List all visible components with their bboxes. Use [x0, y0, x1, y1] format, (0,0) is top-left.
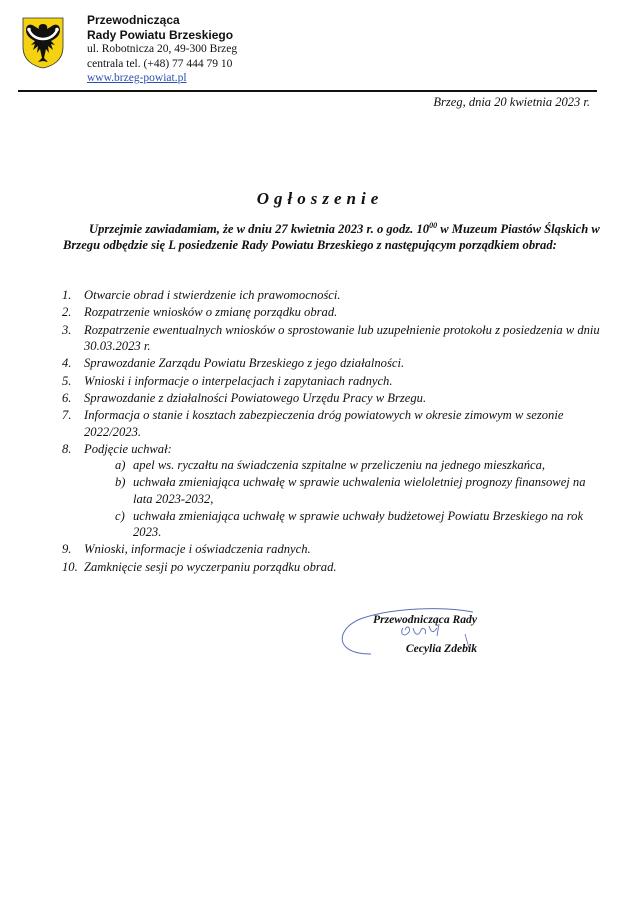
agenda-subitem-letter: b)	[115, 475, 126, 490]
agenda-item-text: Informacja o stanie i kosztach zabezpieczenia dróg powiatowych w okresie zimowym w sezonie 2022/2023.	[84, 408, 564, 439]
signature-name: Cecylia Zdebik	[405, 642, 477, 655]
agenda-item	[62, 304, 607, 320]
signature-role: Przewodnicząca Rady	[372, 613, 477, 626]
org-title-line2: Rady Powiatu Brzeskiego	[87, 27, 234, 42]
phone: centrala tel. (+48) 77 444 79 10	[87, 57, 233, 70]
agenda-item-number: 6.	[62, 391, 72, 406]
agenda-item-number: 8.	[62, 441, 72, 456]
agenda-item-number: 1.	[62, 288, 72, 302]
agenda-item-text: Podjęcie uchwał:	[84, 441, 172, 456]
agenda-item	[62, 541, 607, 557]
website-link[interactable]: www.brzeg-powiat.pl	[87, 72, 187, 84]
agenda-item-text: Rozpatrzenie wniosków o zmianę porządku obrad.	[84, 305, 338, 320]
agenda-item-number: 10.	[62, 559, 78, 574]
document-title: Ogłoszenie	[256, 189, 384, 208]
agenda-item-number: 7.	[62, 408, 72, 423]
agenda-item	[62, 390, 607, 406]
agenda-item-text: Wnioski i informacje o interpelacjach i zapytaniach radnych.	[84, 373, 393, 388]
agenda-subitem	[115, 457, 607, 473]
agenda-item-number: 9.	[62, 542, 72, 557]
agenda-item	[62, 322, 607, 354]
eagle-coat-of-arms-icon	[22, 17, 64, 69]
agenda-item-text: Otwarcie obrad i stwierdzenie ich prawomocności.	[84, 288, 341, 302]
agenda-subitem-letter: a)	[115, 458, 126, 473]
header-divider	[18, 90, 597, 92]
agenda-item	[62, 559, 607, 575]
agenda-list	[62, 287, 607, 576]
address: ul. Robotnicza 20, 49-300 Brzeg	[87, 43, 238, 55]
agenda-item	[62, 407, 607, 439]
agenda-sublist	[84, 457, 607, 540]
agenda-subitem-letter: c)	[115, 508, 125, 523]
agenda-item	[62, 287, 607, 303]
agenda-subitem	[115, 474, 607, 506]
intro-paragraph	[63, 222, 603, 253]
agenda-item	[62, 355, 607, 371]
agenda-item-text: Rozpatrzenie ewentualnych wniosków o sprostowanie lub uzupełnienie protokołu z posiedzenia w dniu 30.03.2023 r.	[84, 322, 600, 353]
agenda-item	[62, 441, 607, 540]
agenda-item-text: Wnioski, informacje i oświadczenia radnych.	[84, 542, 311, 557]
agenda-item-number: 5.	[62, 373, 72, 388]
agenda-item-number: 2.	[62, 305, 72, 320]
agenda-item-number: 3.	[62, 322, 72, 337]
agenda-item-text: Zamknięcie sesji po wyczerpaniu porządku obrad.	[84, 559, 337, 574]
agenda-subitem-text: apel ws. ryczałtu na świadczenia szpitalne w przeliczeniu na jednego mieszkańca,	[133, 458, 546, 473]
agenda-item-number: 4.	[62, 356, 72, 371]
agenda-item-text: Sprawozdanie Zarządu Powiatu Brzeskiego z jego działalności.	[84, 356, 405, 371]
agenda-subitem-text: uchwała zmieniająca uchwałę w sprawie uchwały budżetowej Powiatu Brzeskiego na rok 2023.	[133, 508, 584, 539]
agenda-item-text: Sprawozdanie z działalności Powiatowego Urzędu Pracy w Brzegu.	[84, 391, 427, 406]
letterhead	[87, 13, 237, 86]
intro-text-after: w Muzeum Piastów Śląskich w Brzegu odbędzie się L posiedzenie Rady Powiatu Brzeskiego z następującym porządkiem obrad:	[63, 222, 600, 252]
agenda-subitem	[115, 508, 607, 540]
agenda-item	[62, 373, 607, 389]
intro-text-before: Uprzejmie zawiadamiam, że w dniu 27 kwietnia 2023 r. o godz. 10	[89, 222, 430, 236]
time-superscript: 00	[429, 221, 438, 230]
signature-block	[357, 613, 477, 656]
date-line: Brzeg, dnia 20 kwietnia 2023 r.	[433, 95, 590, 109]
agenda-subitem-text: uchwała zmieniająca uchwałę w sprawie uchwalenia wieloletniej prognozy finansowej na lata 2023-2032,	[133, 475, 586, 506]
org-title-line1: Przewodnicząca	[87, 13, 180, 27]
